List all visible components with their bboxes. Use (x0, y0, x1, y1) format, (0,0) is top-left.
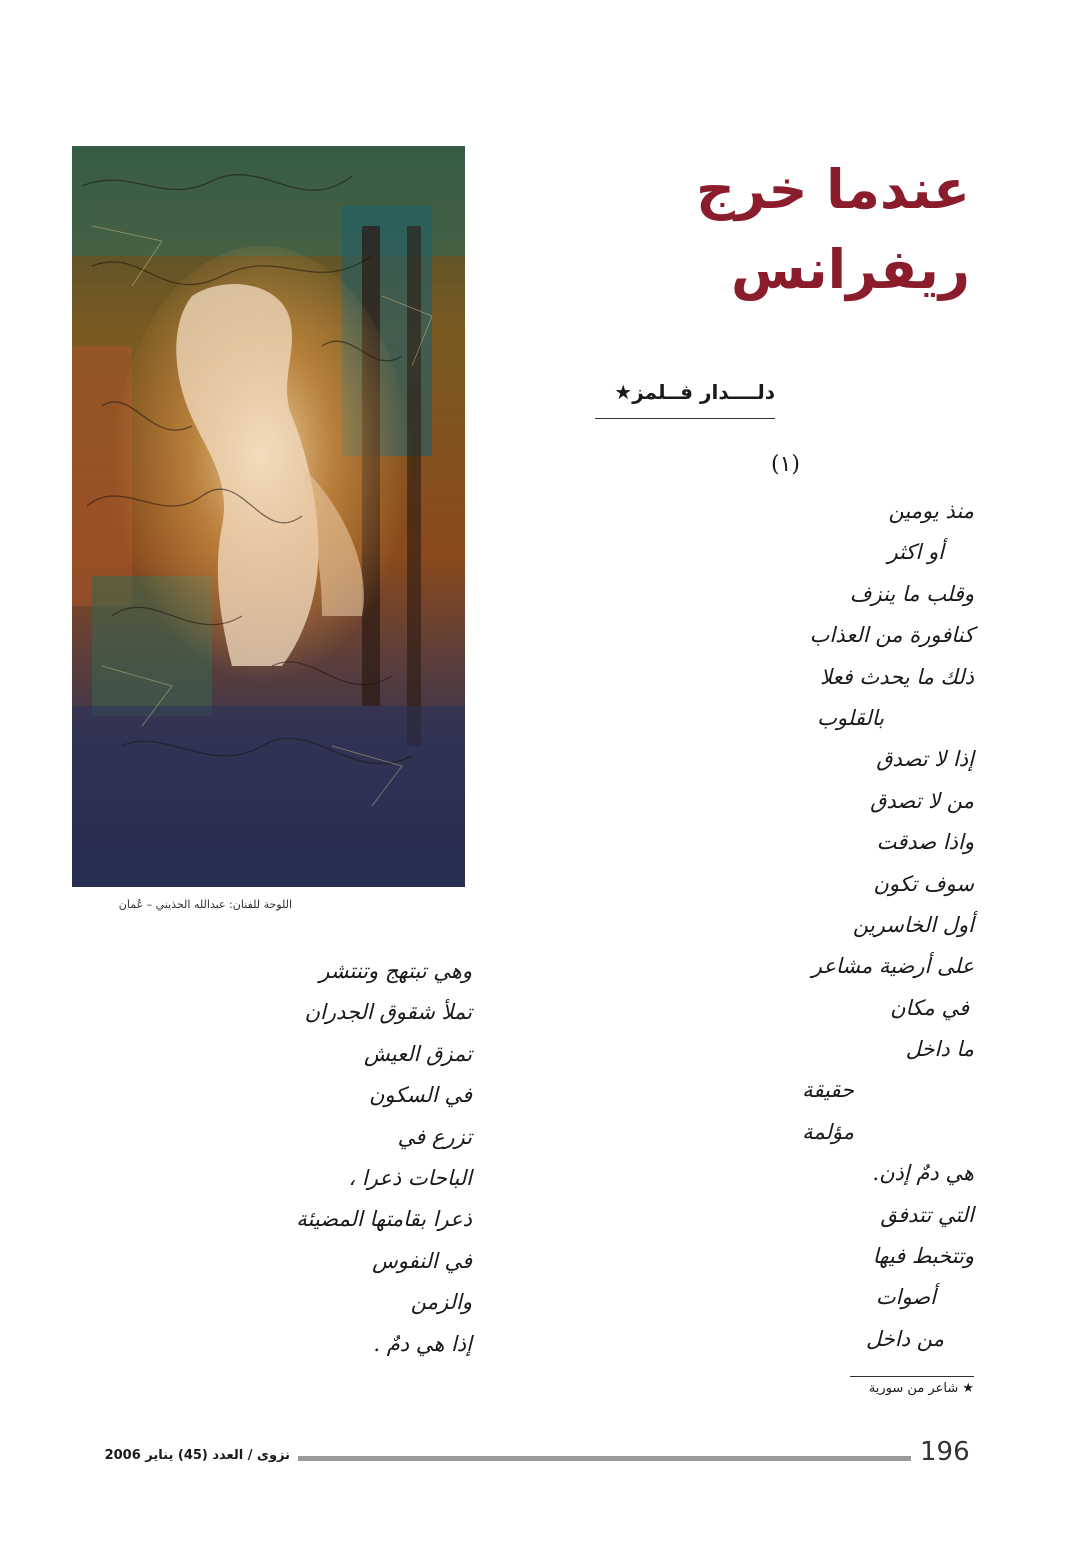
artwork-image (72, 146, 465, 887)
poem-line: هي دمٌ إذن. (872, 1161, 974, 1186)
poem-line: أول الخاسرين (852, 912, 974, 937)
poem-line: تملأ شقوق الجدران (304, 1000, 472, 1025)
poem-line: ذعرا بقامتها المضيئة (296, 1207, 472, 1232)
poem-line: واذا صدقت (876, 830, 974, 855)
poem-line: والزمن (410, 1290, 472, 1315)
poem-line: سوف تكون (873, 871, 974, 896)
artwork-caption: اللوحة للفنان: عبدالله الحذيني – عُمان (118, 898, 292, 911)
article-title: عندما خرج ريفرانس (695, 158, 970, 301)
poem-line: تزرع في (397, 1124, 472, 1149)
poem-line: في النفوس (372, 1248, 472, 1273)
poem-line: التي تتدفق (880, 1202, 974, 1227)
poem-line: حقيقة (802, 1078, 854, 1103)
poem-line: ذلك ما يحدث فعلا (819, 664, 974, 689)
poem-line: تمزق العيش (363, 1041, 472, 1066)
poem-line: منذ يومين (888, 499, 974, 523)
poem-line: ما داخل (905, 1037, 974, 1062)
poem-line: أو اكثر (887, 540, 944, 565)
poem-line: الباحات ذعرا ، (348, 1165, 472, 1190)
section-number: (١) (770, 452, 800, 477)
poem-line: إذا هي دمٌ . (373, 1331, 472, 1356)
poem-line: وهي تبتهج وتنتشر (319, 959, 472, 983)
poem-line: وقلب ما ينزف (849, 581, 974, 606)
author-footnote: ★ شاعر من سورية (850, 1376, 974, 1396)
poem-line: من لا تصدق (870, 788, 974, 813)
poem-line: إذا لا تصدق (876, 747, 974, 772)
author-name: دلــــدار فــلمز★ (595, 380, 775, 419)
footer-divider (298, 1456, 911, 1461)
poem-line: أصوات (875, 1285, 936, 1310)
poem-column-left (112, 951, 472, 1365)
poem-line: من داخل (866, 1326, 944, 1351)
poem-line: على أرضية مشاعر (811, 954, 974, 979)
journal-issue-info: نزوى / العدد (45) يناير 2006 (104, 1448, 290, 1463)
poem-line: بالقلوب (817, 705, 884, 730)
poem-line: كنافورة من العذاب (809, 623, 974, 648)
poem-line: في السكون (368, 1083, 472, 1108)
poem-line: في مكان (890, 995, 969, 1020)
poem-column-right (574, 491, 974, 1360)
poem-line: وتتخبط فيها (872, 1244, 974, 1269)
poem-line: مؤلمة (802, 1119, 854, 1144)
page-number: 196 (920, 1437, 970, 1467)
